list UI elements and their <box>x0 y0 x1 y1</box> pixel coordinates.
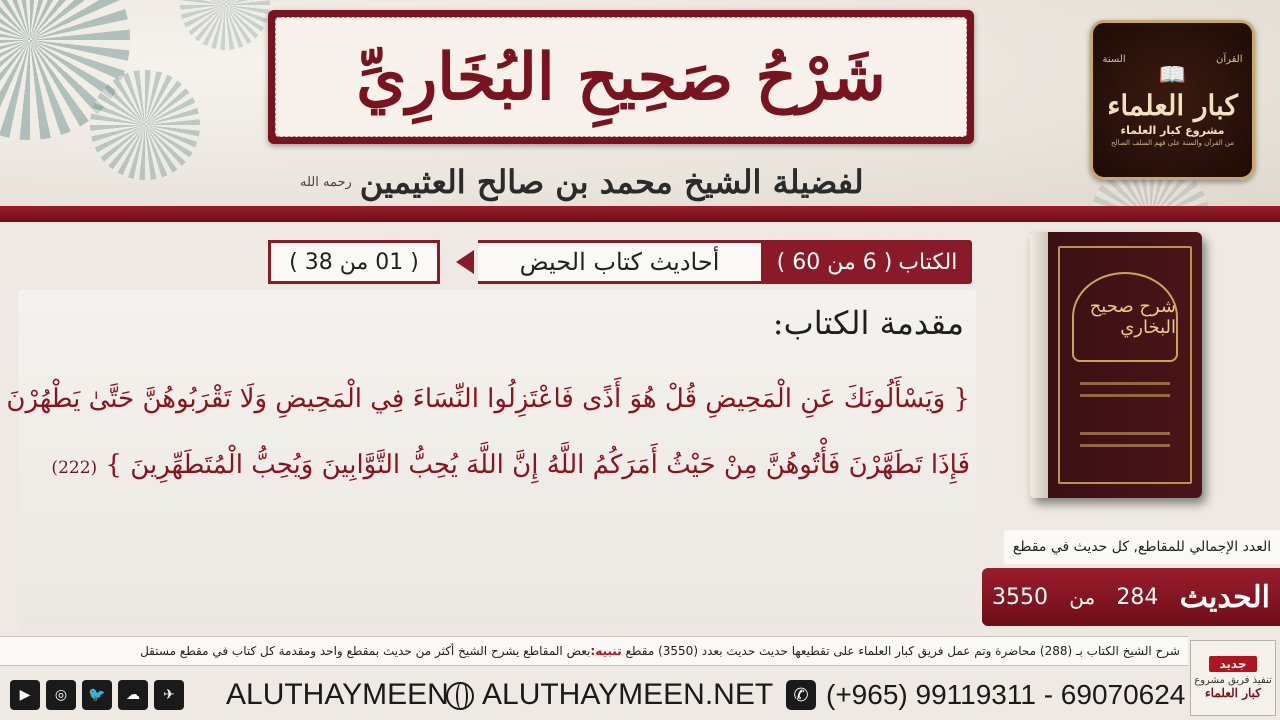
new-badge <box>1190 640 1276 716</box>
logo-sunnah-label: السنة <box>1102 53 1126 65</box>
header-divider <box>0 206 1280 222</box>
book-crumb-range: ( 6 من 60 ) <box>776 249 893 275</box>
book-rule <box>1080 432 1170 435</box>
hadith-counter <box>982 568 1280 626</box>
social-links <box>10 680 184 710</box>
book-crumb <box>762 240 972 284</box>
sheikh-line <box>300 160 970 204</box>
chapter-crumb: أحاديث كتاب الحيض <box>478 240 764 284</box>
ticker-main: شرح الشيخ الكتاب بـ (288) محاضرة وتم عمل فريق كبار العلماء على تقطيعها حديث حديث بعدد (3550) مقطع <box>625 644 1180 658</box>
logo-sub-text: مشروع كبار العلماء <box>1120 123 1225 137</box>
book-title: شرح صحيح البخاري <box>1072 272 1178 362</box>
telegram-icon[interactable]: ✈ <box>154 680 184 710</box>
phone-icon: ✆ <box>786 680 816 710</box>
globe-icon <box>446 682 474 710</box>
logo-main-text: كبار العلماء <box>1107 88 1238 122</box>
verse-line: { وَيَسْأَلُونَكَ عَنِ الْمَحِيضِ قُلْ هُوَ أَذًى فَاعْتَزِلُوا النِّسَاءَ فِي الْمَحِيضِ وَلَا تَقْرَبُوهُنَّ حَتَّىٰ يَطْهُرْنَ <box>6 384 970 414</box>
verse-text: فَإِذَا تَطَهَّرْنَ فَأْتُوهُنَّ مِنْ حَيْثُ أَمَرَكُمُ اللَّهُ إِنَّ اللَّهَ يُحِبُّ التَّوَّابِينَ وَيُحِبُّ الْمُتَطَهِّرِينَ } <box>105 450 970 480</box>
book-rule <box>1080 394 1170 397</box>
news-ticker <box>0 636 1188 666</box>
social-handle: ALUTHAYMEEN <box>226 678 449 711</box>
book-crumb-label: الكتاب <box>898 249 958 275</box>
phone-number[interactable]: (+965) 99119311 - 69070624 <box>826 679 1186 710</box>
badge-new: جديد <box>1209 656 1256 672</box>
arrow-left-icon <box>456 250 474 274</box>
title-frame <box>268 10 974 144</box>
book-rule <box>1080 444 1170 447</box>
footer <box>0 666 1188 720</box>
ornament-rosette <box>90 70 200 180</box>
section-heading: مقدمة الكتاب: <box>772 304 964 342</box>
title-panel <box>275 17 967 137</box>
ticker-text <box>140 644 1180 658</box>
logo-quran-label: القرآن <box>1215 53 1243 65</box>
logo-tagline: من القرآن والسنة على فهم السلف الصالح <box>1111 138 1234 147</box>
verse-reference: (222) <box>51 458 98 478</box>
hadith-of: من <box>1069 585 1096 609</box>
twitter-icon[interactable]: 🐦 <box>82 680 112 710</box>
soundcloud-icon[interactable]: ☁ <box>118 680 148 710</box>
book-rule <box>1080 382 1170 385</box>
header-band <box>0 0 1280 222</box>
verse-line <box>40 450 970 480</box>
sheikh-name: لفضيلة الشيخ محمد بن صالح العثيمين <box>359 163 864 201</box>
part-range-crumb: ( 01 من 38 ) <box>268 240 440 284</box>
instagram-icon[interactable]: ◎ <box>46 680 76 710</box>
segments-count-label: العدد الإجمالي للمقاطع, كل حديث في مقطع <box>1004 530 1280 564</box>
youtube-icon[interactable]: ▶ <box>10 680 40 710</box>
open-book-icon: 📖 <box>1158 62 1187 88</box>
ticker-note: بعض المقاطع يشرح الشيخ أكثر من حديث بمقطع واحد ومقدمة كل كتاب في مقطع مستقل <box>140 644 591 658</box>
badge-line2: كبار العلماء <box>1205 686 1261 700</box>
hadith-current: 284 <box>1116 584 1159 610</box>
hadith-word: الحديث <box>1179 579 1270 615</box>
honorific: رحمه الله <box>300 174 352 190</box>
project-logo <box>1090 20 1255 180</box>
website-link[interactable]: ALUTHAYMEEN.NET <box>482 678 774 711</box>
book-cover <box>1030 232 1202 498</box>
book-spine <box>1030 232 1048 498</box>
page-title: شَرْحُ صَحِيحِ البُخَارِيِّ <box>356 39 886 115</box>
ticker-warning: تنبيه: <box>590 644 622 658</box>
ornament-rosette <box>180 0 270 50</box>
badge-line1: تنفيذ فريق مشروع <box>1194 675 1272 686</box>
hadith-total: 3550 <box>992 584 1048 610</box>
